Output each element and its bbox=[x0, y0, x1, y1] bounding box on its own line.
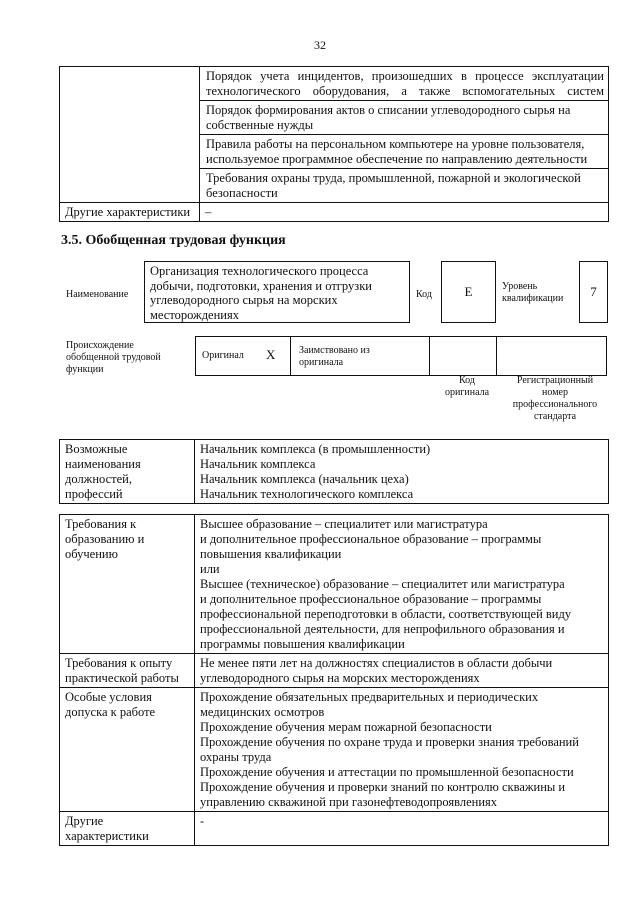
original-cell bbox=[196, 337, 291, 375]
other-characteristics-label: Другие характеристики bbox=[60, 203, 200, 222]
level-value: 7 bbox=[590, 284, 597, 299]
original-mark: X bbox=[266, 347, 276, 362]
borrowed-label: Заимствовано из оригинала bbox=[299, 345, 370, 368]
other-characteristics-value: - bbox=[195, 812, 609, 846]
empty-label-cell bbox=[60, 67, 200, 203]
original-code-caption: Код оригинала bbox=[444, 375, 490, 398]
admission-label: Особые условия допуска к работе bbox=[60, 688, 195, 812]
table-row bbox=[60, 812, 609, 846]
borrowed-cell bbox=[291, 337, 430, 375]
positions-table bbox=[59, 439, 609, 504]
code-box bbox=[441, 261, 496, 323]
requirements-table bbox=[59, 514, 609, 846]
function-name-box: Организация технологического процесса добычи, подготовки, хранения и отгрузки углеводородного сырья на морских месторождениях bbox=[144, 261, 410, 323]
requirement-cell: Правила работы на персональном компьютере на уровне пользователя, используемое программное обеспечение по направлению деятельности bbox=[200, 135, 609, 169]
code-label: Код bbox=[416, 289, 432, 300]
admission-value: Прохождение обязательных предварительных и периодических медицинских осмотров Прохождение обучения мерам пожарной безопасности Прохождение обучения по охране труда и проверки знания требований охраны труда Прохождение обучения и аттестации по промышленной безопасности Прохождение обучения и проверки знаний по контролю скважины и управлению скважиной при газонефтеводопроявлениях bbox=[195, 688, 609, 812]
original-label: Оригинал bbox=[202, 350, 244, 361]
other-characteristics-value: – bbox=[200, 203, 609, 222]
table-row bbox=[60, 515, 609, 654]
registration-number-caption: Регистрационный номер профессионального стандарта bbox=[512, 375, 598, 422]
other-characteristics-label: Другие характеристики bbox=[60, 812, 195, 846]
table-row bbox=[60, 67, 609, 101]
positions-list bbox=[195, 440, 609, 504]
requirement-cell: Порядок учета инцидентов, произошедших в процессе эксплуатации технологического оборудования, а также вспомогательных систем bbox=[200, 67, 609, 101]
qualification-level-label: Уровень квалификации bbox=[502, 281, 564, 304]
education-label: Требования к образованию и обучению bbox=[60, 515, 195, 654]
positions-label: Возможные наименования должностей, профессий bbox=[60, 440, 195, 504]
requirement-cell: Порядок формирования актов о списании углеводородного сырья на собственные нужды bbox=[200, 101, 609, 135]
list-item: Начальник комплекса (в промышленности) bbox=[200, 442, 431, 456]
name-label: Наименование bbox=[66, 289, 129, 300]
requirement-cell: Требования охраны труда, промышленной, пожарной и экологической безопасности bbox=[200, 169, 609, 203]
experience-label: Требования к опыту практической работы bbox=[60, 654, 195, 688]
knowledge-table bbox=[59, 66, 609, 222]
page-number: 32 bbox=[314, 38, 326, 52]
list-item: Начальник комплекса (начальник цеха) bbox=[200, 472, 409, 486]
table-row bbox=[60, 440, 609, 504]
original-code-cell bbox=[430, 337, 497, 375]
qualification-level-box bbox=[579, 261, 608, 323]
section-heading: 3.5. Обобщенная трудовая функция bbox=[61, 233, 286, 248]
table-row bbox=[60, 203, 609, 222]
education-value: Высшее образование – специалитет или магистратура и дополнительное профессиональное образование – программы повышения квалификации или Высшее (техническое) образование – специалитет или магистратура и дополнительное профессиональное образование – программы профессиональной переподготовки в области, соответствующей виду профессиональной деятельности, для непрофильного образования и программы повышения квалификации bbox=[195, 515, 609, 654]
origin-label: Происхождение обобщенной трудовой функции bbox=[66, 340, 161, 375]
experience-value: Не менее пяти лет на должностях специалистов в области добычи углеводородного сырья на морских месторождениях bbox=[195, 654, 609, 688]
list-item: Начальник комплекса bbox=[200, 457, 316, 471]
code-value: E bbox=[464, 284, 473, 299]
table-row bbox=[60, 654, 609, 688]
list-item: Начальник технологического комплекса bbox=[200, 487, 414, 501]
origin-row bbox=[195, 336, 607, 376]
table-row bbox=[60, 688, 609, 812]
